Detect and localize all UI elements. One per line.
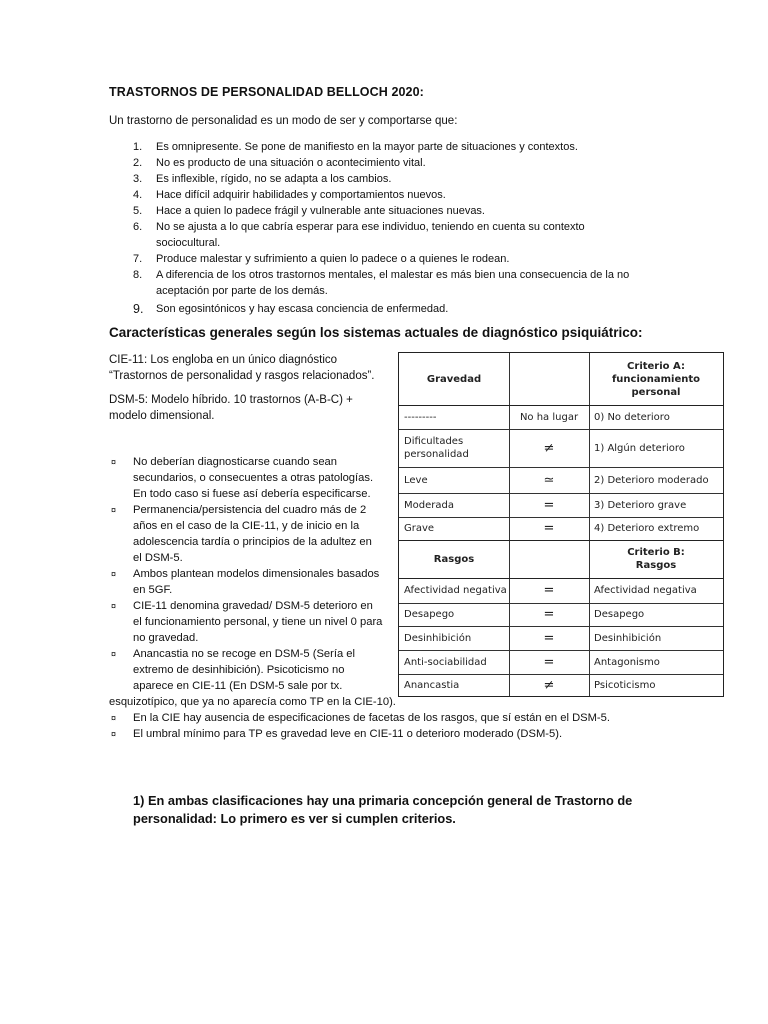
table-cell: Grave: [404, 523, 435, 534]
table-cell: 0) No deterioro: [594, 411, 670, 423]
list-item: [109, 187, 669, 203]
bullet-text: En la CIE hay ausencia de especificaciones de facetas de los rasgos, que sí están en el DSM-5.: [133, 712, 610, 724]
section-heading: Características generales según los sistemas actuales de diagnóstico psiquiátrico:: [109, 325, 643, 340]
list-number: 6.: [133, 221, 143, 233]
approx-equal-icon: ≃: [543, 472, 555, 488]
criteria-list: [109, 139, 669, 317]
bullet-icon: ¤: [111, 505, 117, 515]
table-cell: 4) Deterioro extremo: [594, 523, 700, 534]
list-number: 7.: [133, 253, 143, 265]
bullet-text: El umbral mínimo para TP es gravedad leve en CIE-11 o deterioro moderado (DSM-5).: [133, 728, 563, 740]
comparison-table: [398, 352, 724, 697]
list-item: [109, 203, 669, 219]
equal-icon: =: [543, 583, 555, 598]
table-header-empty: [509, 353, 589, 405]
table-cell: Anancastia: [404, 679, 460, 691]
equal-icon: =: [543, 654, 555, 670]
list-number: 9.: [133, 302, 144, 316]
document-title: TRASTORNOS DE PERSONALIDAD BELLOCH 2020:: [109, 85, 424, 99]
list-item-text: Produce malestar y sufrimiento a quien lo padece o a quienes le rodean.: [156, 253, 510, 265]
table-header-criterio-b: Criterio B: Rasgos: [627, 547, 685, 571]
bullet-icon: ¤: [111, 457, 117, 467]
list-item-text: Es omnipresente. Se pone de manifiesto en la mayor parte de situaciones y contextos.: [156, 141, 578, 153]
bullet-item: [109, 710, 629, 726]
list-number: 4.: [133, 189, 143, 201]
cie11-summary: CIE-11: Los engloba en un único diagnóstico “Trastornos de personalidad y rasgos relacionados”.: [109, 354, 375, 382]
bullet-icon: ¤: [111, 713, 117, 723]
table-cell: Desapego: [594, 609, 645, 620]
list-number: 1.: [133, 141, 143, 153]
bullet-text: Ambos plantean modelos dimensionales basados en 5GF.: [133, 568, 380, 596]
bullet-icon: ¤: [111, 601, 117, 611]
table-cell: Leve: [404, 474, 428, 486]
list-item: [109, 139, 669, 155]
bullet-text: Anancastia no se recoge en DSM-5 (Sería el extremo de desinhibición). Psicoticismo no aparece en CIE-11 (En DSM-5 sale por tx.: [133, 648, 356, 692]
final-note: [133, 792, 643, 828]
systems-summary: [109, 352, 384, 424]
list-item-text: No es producto de una situación o acontecimiento vital.: [156, 157, 426, 169]
list-item: [109, 301, 669, 317]
equal-icon: =: [543, 521, 555, 536]
table-cell: Psicoticismo: [594, 679, 656, 691]
list-number: 3.: [133, 173, 143, 185]
table-cell: No ha lugar: [519, 411, 579, 423]
table-header-rasgos: Rasgos: [433, 553, 475, 565]
table-cell: Desinhibición: [404, 632, 472, 644]
list-item-text: Es inflexible, rígido, no se adapta a los cambios.: [156, 173, 392, 185]
list-item: [109, 251, 669, 267]
not-equal-icon: ≠: [543, 677, 555, 693]
table-cell: Afectividad negativa: [594, 585, 697, 596]
not-equal-icon: ≠: [543, 440, 555, 456]
bullet-icon: ¤: [111, 649, 117, 659]
table-cell: Dificultades personalidad: [404, 436, 469, 460]
table-cell: Anti-sociabilidad: [404, 656, 487, 668]
table-header-criterio-a: Criterio A: funcionamiento personal: [611, 360, 701, 398]
table-header-empty: [509, 540, 589, 578]
bullet-icon: ¤: [111, 569, 117, 579]
equal-icon: =: [543, 630, 555, 646]
list-item-text: Hace difícil adquirir habilidades y comportamientos nuevos.: [156, 189, 446, 201]
table-cell: 2) Deterioro moderado: [594, 474, 709, 486]
table-cell: Antagonismo: [594, 656, 660, 668]
bullet-text-continuation: esquizotípico, que ya no aparecía como TP en la CIE-10).: [109, 696, 396, 708]
table-cell: 1) Algún deterioro: [594, 442, 685, 454]
bullet-item: [109, 726, 629, 742]
final-note-number: 1): [133, 793, 145, 808]
list-number: 8.: [133, 269, 143, 281]
table-cell: 3) Deterioro grave: [594, 499, 687, 511]
list-item: [109, 155, 669, 171]
list-item: [109, 219, 669, 251]
table-cell: Desapego: [404, 609, 455, 620]
list-number: 5.: [133, 205, 143, 217]
equal-icon: =: [543, 497, 555, 513]
intro-text: Un trastorno de personalidad es un modo de ser y comportarse que:: [109, 115, 458, 127]
list-item-text: Hace a quien lo padece frágil y vulnerable ante situaciones nuevas.: [156, 205, 485, 217]
list-item: [109, 171, 669, 187]
table-cell: Desinhibición: [594, 632, 662, 644]
list-number: 2.: [133, 157, 143, 169]
table-cell: ---------: [404, 411, 437, 423]
bullet-text: Permanencia/persistencia del cuadro más de 2 años en el caso de la CIE-11, y de inicio en la adolescencia tardía o principios de la adultez en el DSM-5.: [133, 504, 372, 564]
list-item-text: Son egosintónicos y hay escasa conciencia de enfermedad.: [156, 303, 449, 315]
bullet-text: CIE-11 denomina gravedad/ DSM-5 deterioro en el funcionamiento personal, y tiene un nivel 0 para no gravedad.: [133, 600, 383, 644]
final-note-text: En ambas clasificaciones hay una primaria concepción general de Trastorno de personalidad: Lo primero es ver si cumplen criterios.: [133, 793, 633, 826]
dsm5-summary: DSM-5: Modelo híbrido. 10 trastornos (A-B-C) + modelo dimensional.: [109, 394, 353, 422]
equal-icon: =: [543, 607, 555, 622]
table-cell: Moderada: [404, 499, 454, 511]
table-cell: Afectividad negativa: [404, 585, 507, 596]
list-item-text: No se ajusta a lo que cabría esperar para ese individuo, teniendo en cuenta su contexto sociocultural.: [156, 221, 585, 249]
bullet-icon: ¤: [111, 729, 117, 739]
bullet-text: No deberían diagnosticarse cuando sean secundarios, o consecuentes a otras patologías. En todo caso si fuese así debería especificarse.: [133, 456, 374, 500]
table-header-gravedad: Gravedad: [426, 373, 482, 385]
list-item-text: A diferencia de los otros trastornos mentales, el malestar es más bien una consecuencia de la no aceptación por parte de los demás.: [156, 269, 630, 297]
list-item: [109, 267, 669, 299]
